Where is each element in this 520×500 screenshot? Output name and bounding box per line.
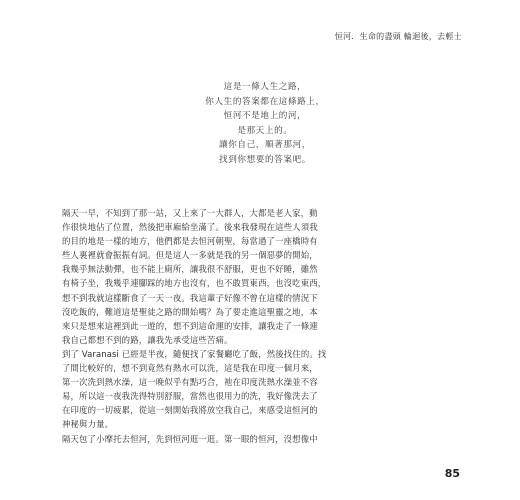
poem-line: 你人生的答案都在這條路上， xyxy=(205,96,325,107)
body-line: 想不到我就這樣斷食了一天一夜。我這輩子好像不曾在這樣的情況下 xyxy=(62,292,318,303)
poem-line: 是那天上的。 xyxy=(237,125,293,136)
poem-line: 這是一條人生之路， xyxy=(223,82,307,92)
poem-line: 恒河不是地上的河， xyxy=(223,111,307,122)
poem-line: 找到你想要的答案吧。 xyxy=(219,154,311,165)
body-line: 些人裏裡就會振振有詞。但是這人一多就是我的另一個惡夢的開始， xyxy=(62,250,318,261)
body-line: 易，所以這一夜我洗得特別舒服，當然也很用力的洗，我好像洗去了 xyxy=(62,391,318,402)
page-number: 85 xyxy=(444,467,460,480)
body-line: 我幾乎無法動彈，也不能上廁所，讓我很不舒服，更也不好睡，雖然 xyxy=(62,264,318,275)
body-line: 第一次洗到熱水澡，這一晚似乎有點巧合，祂在印度洗熱水澡並不容 xyxy=(62,377,318,388)
body-line: 在印度的一切疲累，從這一刻開始我將放空我自己，來感受這恒河的 xyxy=(62,405,318,416)
body-line: 的目的地是一樣的地方，他們都是去恒河朝聖，每當過了一座橋時有 xyxy=(62,236,318,247)
body-line: 我自己都想不到的路，讓我先承受這些苦痛。 xyxy=(62,334,233,345)
body-line: 沒吃飯的，難道這是聖徒之路的開始嗎？為了要走進這聖靈之地，本 xyxy=(62,306,318,317)
running-header: 恒河．生命的盡頭 輪迴後，去輕士 xyxy=(334,32,462,41)
body-line: 作很快地佔了位置，然後把車廂給坐滿了。後來我發現在這些人須我 xyxy=(62,222,318,233)
body-text xyxy=(62,206,468,446)
poem-block xyxy=(160,80,370,168)
body-line: 隔天一早，不知到了那一站，又上來了一大群人，大都是老人家，動 xyxy=(62,208,318,218)
body-line: 隔天包了小摩托去恒河，先到恒河逛一逛。第一眼的恒河，沒想像中 xyxy=(62,433,318,444)
body-line: 到了 Varanasi 已經是半夜，隨便找了家餐廳吃了飯，然後找住的。找 xyxy=(62,348,327,359)
body-line: 了間比較好的，想不到竟然有熱水可以洗，這是我在印度一個月來， xyxy=(62,363,318,374)
body-line: 有椅子坐，我幾乎連腳踩的地方也沒有，也不敢買東西，也沒吃東西， xyxy=(62,278,327,289)
poem-line: 讓你自己，順著那河， xyxy=(219,140,311,151)
body-line: 來只是想來這裡到此一遊的，想不到這命運的安排，讓我走了一條連 xyxy=(62,320,318,331)
body-line: 神秘與力量。 xyxy=(62,419,114,430)
